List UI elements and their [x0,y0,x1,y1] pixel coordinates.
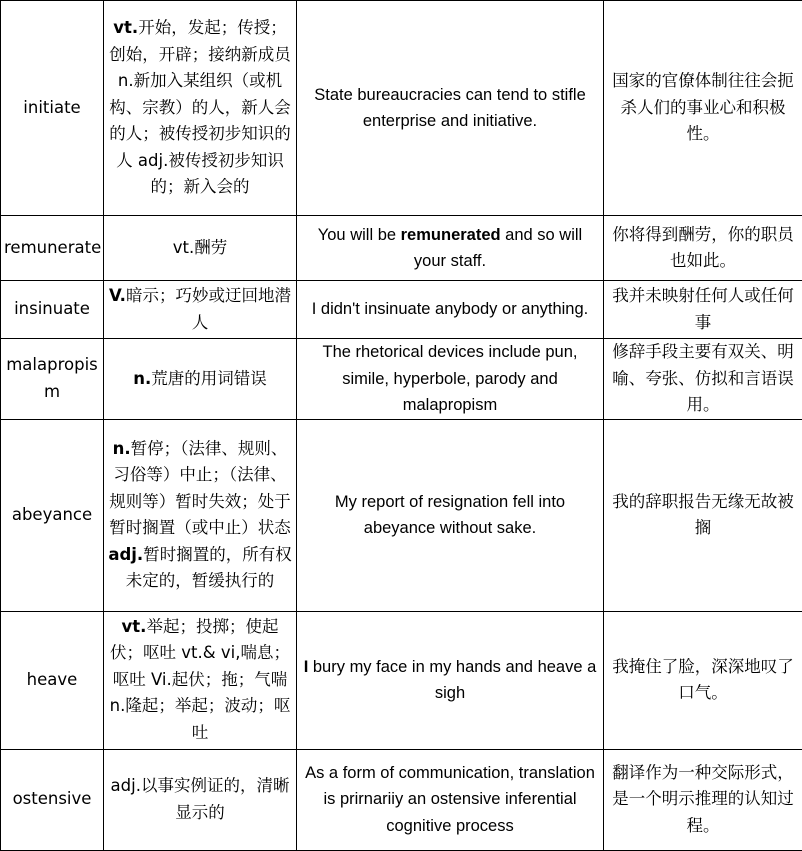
example-zh-cell [604,339,802,420]
example-en-bold: remunerated [401,226,501,244]
definition-text: adj.以事实例证的，清晰显示的 [111,776,290,822]
example-zh-cell [604,749,802,850]
example-zh-text: 我的辞职报告无缘无故被搁 [612,492,794,538]
pos-label: n. [133,369,151,388]
pos-label: vt. [122,617,147,636]
example-zh-cell [604,1,802,216]
word-text: remunerate [4,238,101,257]
example-zh-text: 国家的官僚体制往往会扼杀人们的事业心和积极性。 [612,71,794,143]
table-row [1,281,802,339]
example-zh-text: 修辞手段主要有双关、明喻、夸张、仿拟和言语误用。 [612,342,794,414]
example-en-text: State bureaucracies can tend to stifle enterprise and initiative. [314,86,586,131]
definition-cell [104,216,297,281]
word-text: initiate [23,98,80,117]
definition-text: 举起；投掷；使起伏；呕吐 vt.& vi,喘息；呕吐 Vi.起伏；拖；气喘 n.隆起；举起；波动；呕吐 [110,617,291,742]
example-en-cell [297,611,604,749]
pos-label-2: adj. [108,545,143,564]
example-en-text: I didn't insinuate anybody or anything. [312,300,589,318]
word-text: ostensive [13,789,92,808]
word-cell [1,216,104,281]
example-zh-cell [604,281,802,339]
example-zh-text: 翻译作为一种交际形式，是一个明示推理的认知过程。 [612,763,794,835]
definition-text: 暂停；（法律、规则、习俗等）中止；（法律、规则等）暂时失效；处于暂时搁置（或中止）状态 [109,439,291,538]
example-en-cell [297,339,604,420]
example-zh-cell [604,611,802,749]
example-en-cell [297,749,604,850]
word-text: abeyance [12,505,92,524]
definition-cell [104,1,297,216]
word-text: malapropism [6,355,98,401]
word-cell [1,339,104,420]
word-cell [1,281,104,339]
example-en-text: bury my face in my hands and heave a sigh [308,658,596,703]
definition-text-2: 暂时搁置的，所有权未定的，暂缓执行的 [126,545,292,591]
pos-label: vt. [113,18,138,37]
table-row [1,1,802,216]
example-en-cell [297,281,604,339]
example-en-bold: I [304,658,309,676]
table-row [1,611,802,749]
definition-text: vt.酬劳 [173,238,227,257]
example-en-cell [297,216,604,281]
table-row [1,339,802,420]
table-row [1,749,802,850]
definition-text: 暗示；巧妙或迂回地潜人 [126,286,291,332]
definition-text: 荒唐的用词错误 [151,369,267,388]
example-en-text-rest: and so will your staff. [414,226,582,271]
word-cell [1,1,104,216]
example-en-cell [297,419,604,611]
pos-label: V. [109,286,126,305]
word-cell [1,611,104,749]
example-zh-text: 我并未映射任何人或任何事 [612,286,794,332]
definition-cell [104,749,297,850]
example-en-text: You will be [318,226,401,244]
definition-cell [104,419,297,611]
example-zh-cell [604,216,802,281]
word-cell [1,749,104,850]
definition-cell [104,281,297,339]
example-en-cell [297,1,604,216]
word-text: insinuate [14,299,90,318]
table-row [1,216,802,281]
example-zh-cell [604,419,802,611]
example-en-text: My report of resignation fell into abeyance without sake. [335,493,565,538]
word-cell [1,419,104,611]
pos-label: n. [113,439,131,458]
definition-text: 开始，发起；传授；创始，开辟；接纳新成员 n.新加入某组织（或机构、宗教）的人，新人会的人；被传授初步知识的人 adj.被传授初步知识的；新入会的 [109,18,291,196]
example-en-text: The rhetorical devices include pun, simile, hyperbole, parody and malapropism [323,343,578,414]
definition-cell [104,611,297,749]
word-text: heave [27,670,78,689]
definition-cell [104,339,297,420]
table-row [1,419,802,611]
example-zh-text: 我掩住了脸，深深地叹了 口气。 [612,657,794,703]
example-zh-text: 你将得到酬劳，你的职员也如此。 [612,225,794,271]
example-en-text: As a form of communication, translation is prirnariiy an ostensive inferential cognitive process [305,764,595,835]
